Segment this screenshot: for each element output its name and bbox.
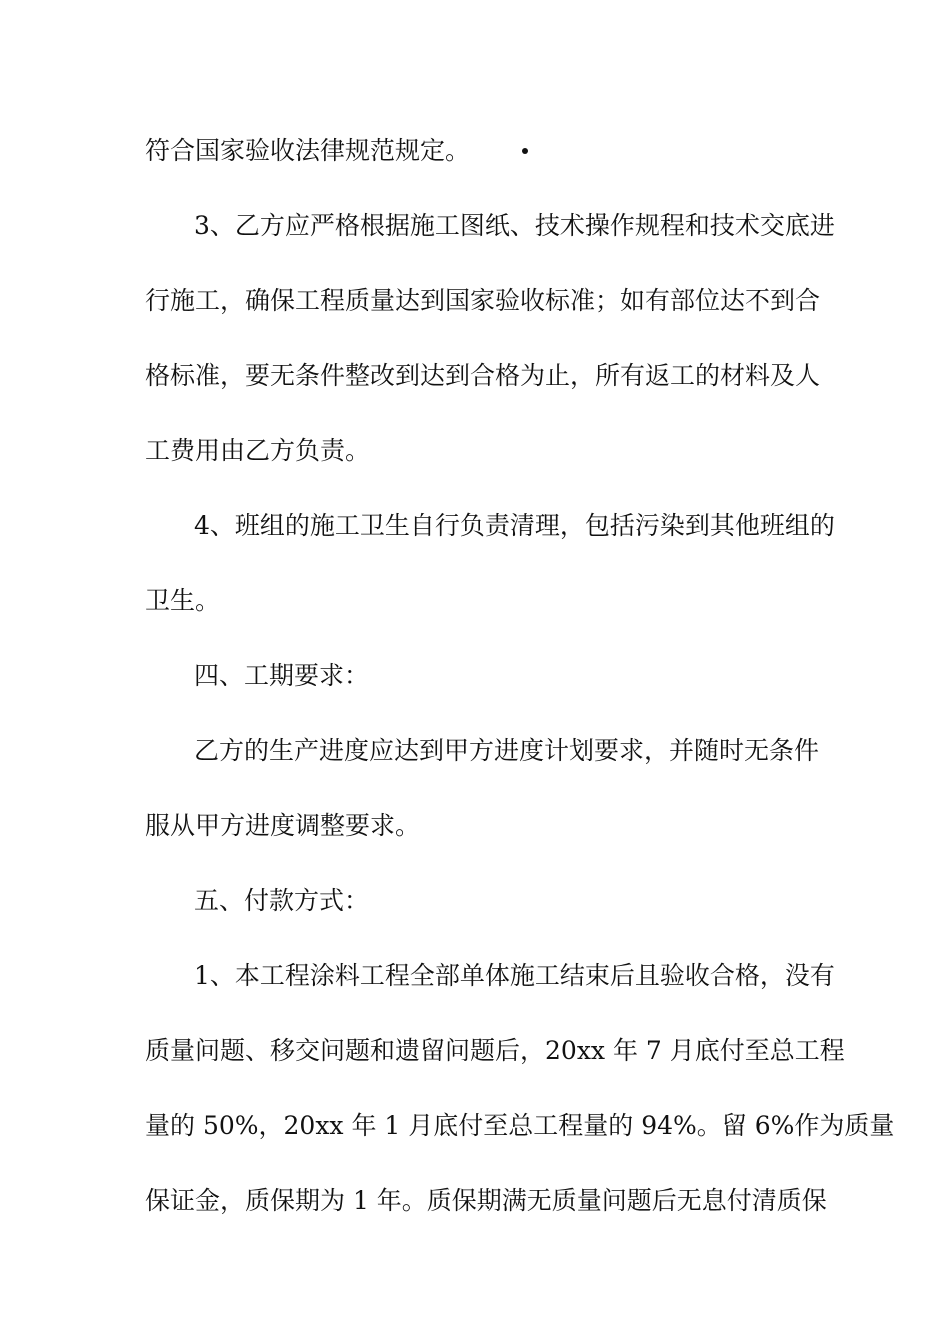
text-line-5: 工费用由乙方负责。 (145, 436, 371, 465)
text-line-3: 行施工，确保工程质量达到国家验收标准；如有部位达不到合 (145, 286, 821, 315)
text-line-7: 卫生。 (145, 586, 221, 615)
text-line-1: 符合国家验收法律规范规定。 (145, 136, 471, 165)
text-line-10: 服从甲方进度调整要求。 (145, 811, 421, 840)
text-line-4: 格标准，要无条件整改到达到合格为止，所有返工的材料及人 (145, 361, 821, 390)
text-line-2: 3、乙方应严格根据施工图纸、技术操作规程和技术交底进 (194, 211, 835, 240)
text-line-9: 乙方的生产进度应达到甲方进度计划要求，并随时无条件 (194, 736, 820, 765)
bullet-dot-icon (522, 148, 528, 154)
text-line-12: 1、本工程涂料工程全部单体施工结束后且验收合格，没有 (194, 961, 835, 990)
section-heading-schedule: 四、工期要求： (194, 661, 370, 690)
text-line-6: 4、班组的施工卫生自行负责清理，包括污染到其他班组的 (194, 511, 835, 540)
text-line-15: 保证金，质保期为 1 年。质保期满无质量问题后无息付清质保 (145, 1186, 827, 1215)
text-line-14: 量的 50%，20xx 年 1 月底付至总工程量的 94%。留 6%作为质量 (145, 1111, 895, 1140)
section-heading-payment: 五、付款方式： (194, 886, 370, 915)
text-line-13: 质量问题、移交问题和遗留问题后，20xx 年 7 月底付至总工程 (145, 1036, 845, 1065)
